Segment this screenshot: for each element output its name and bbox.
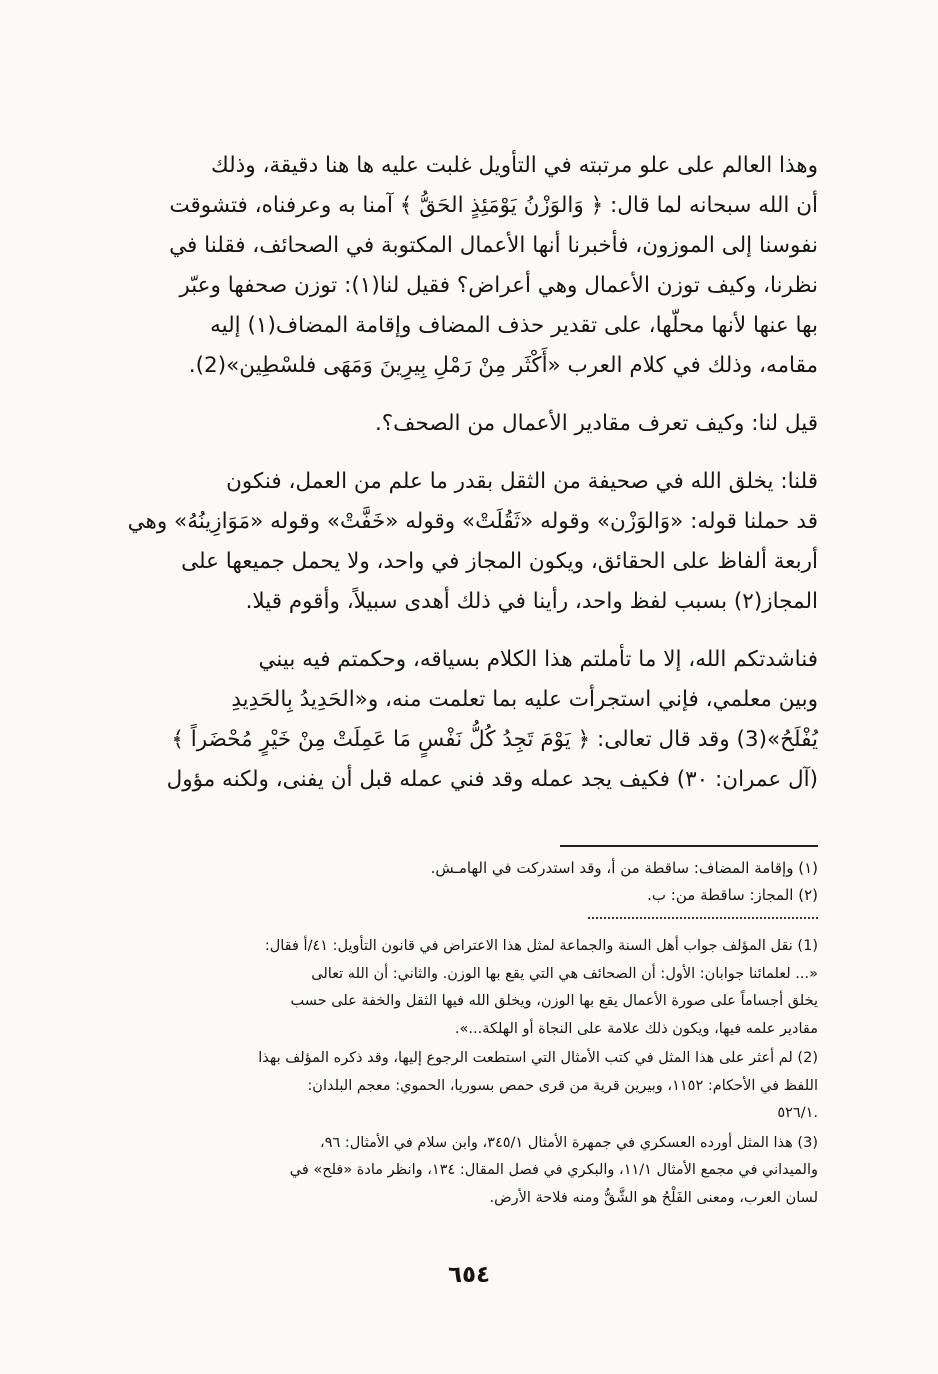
footnote-2: (2) لم أعثر على هذا المثل في كتب الأمثال التي استطعت الرجوع إليها، وقد ذكره المؤلف بهذا اللفظ في الأحكام: ١١٥٢، وبيرين قرية من قرى حمص بسوريا، الحموي: معجم البلدان: .٥٢٦/١ bbox=[258, 1050, 818, 1121]
page-number: ٦٥٤ bbox=[447, 1262, 491, 1288]
footnote-1: (1) نقل المؤلف جواب أهل السنة والجماعة لمثل هذا الاعتراض في قانون التأويل: ٤١/أ فقال: «... لعلمائنا جوابان: الأول: أن الصحائف هي التي يقع بها الوزن. والثاني: أن الله تعالى يخلق أجساماً على صورة الأعمال يقع بها الوزن، ويخلق الله فيها الثقل والخفة على حسب مقادير علمه فيها، ويكون ذلك علامة على النجاة أو الهلكة...». bbox=[264, 938, 818, 1037]
footnote-separator bbox=[560, 845, 818, 847]
paragraph-2: قيل لنا: وكيف تعرف مقادير الأعمال من الصحف؟. bbox=[374, 411, 818, 436]
footnotes bbox=[124, 933, 818, 1214]
dotted-divider bbox=[588, 917, 818, 919]
paragraph-1: وهذا العالم على علو مرتبته في التأويل غلبت عليه ها هنا دقيقة، وذلك أن الله سبحانه لما قال: ﴿ وَالوَزْنُ يَوْمَئِذٍ الحَقُّ ﴾ آمنا به وعرفناه، فتشوقت نفوسنا إلى الموزون، فأخبرنا أنها الأعمال المكتوبة في الصحائف، فقلنا في نظرنا، وكيف توزن الأعمال وهي أعراض؟ فقيل لنا(١): توزن صحفها وعبّر بها عنها لأنها محلّها، على تقدير حذف المضاف وإقامة المضاف(١) إليه مقامه، وذلك في كلام العرب «أَكْثَر مِنْ رَمْلِ بِيرِينَ وَمَهَى فلسْطِين»(2). bbox=[169, 153, 818, 378]
paragraph-3: قلنا: يخلق الله في صحيفة من الثقل بقدر ما علم من العمل، فنكون قد حملنا قوله: «وَالوَزْن» وقوله «ثَقُلَتْ» وقوله «خَفَّتْ» وقوله «مَوَازِينُهُ» وهي أربعة ألفاظ على الحقائق، ويكون المجاز في واحد، ولا يحمل جميعها على المجاز(٢) بسبب لفظ واحد، رأينا في ذلك أهدى سبيلاً، وأقوم قيلا. bbox=[127, 469, 818, 614]
footnote-3: (3) هذا المثل أورده العسكري في جمهرة الأمثال ٣٤٥/١، وابن سلام في الأمثال: ٩٦، والميداني في مجمع الأمثال ١١/١، والبكري في فصل المقال: ١٣٤، وانظر مادة «فلح» في لسان العرب، ومعنى الفَلْحُ هو الشَّقُّ ومنه فلاحة الأرض. bbox=[289, 1134, 818, 1206]
variant-notes: (١) وإقامة المضاف: ساقطة من أ، وقد استدركت في الهامـش. (٢) المجاز: ساقطة من: ب. bbox=[430, 859, 818, 904]
main-text bbox=[124, 146, 818, 800]
paragraph-4: فناشدتكم الله، إلا ما تأملتم هذا الكلام بسياقه، وحكمتم فيه بيني وبين معلمي، فإني استجرأت عليه بما تعلمت منه، و«الحَدِيدُ بِالحَدِيدِ يُفْلَحُ»(3) وقد قال تعالى: ﴿ يَوْمَ تَجِدُ كُلُّ نَفْسٍ مَا عَمِلَتْ مِنْ خَيْرٍ مُحْضَراً ﴾ (آل عمران: ٣٠) فكيف يجد عمله وقد فني عمله قبل أن يفنى، ولكنه مؤول bbox=[166, 647, 818, 792]
